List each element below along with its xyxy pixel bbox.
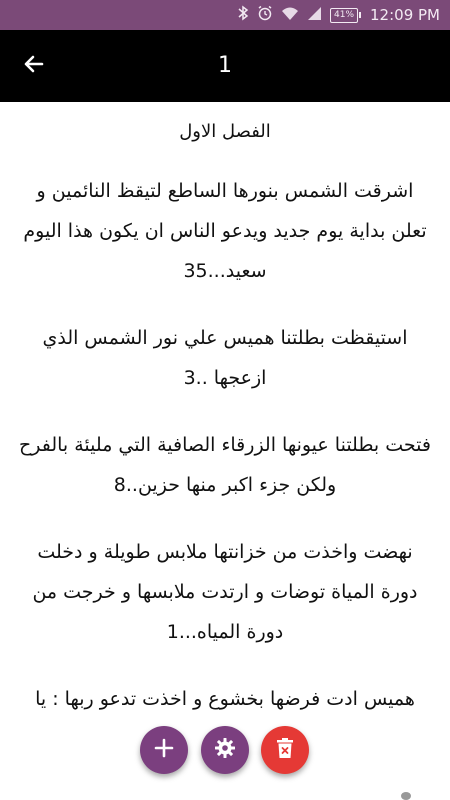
paragraph: هميس ادت فرضها بخشوع و اخذت تدعو ربها : يا [35, 688, 415, 710]
bluetooth-icon [237, 5, 249, 25]
signal-icon [307, 6, 322, 25]
settings-button[interactable] [201, 726, 249, 774]
page-title: 1 [218, 53, 232, 78]
gear-icon [213, 736, 237, 764]
trash-icon [275, 737, 295, 763]
add-button[interactable] [140, 726, 188, 774]
paragraph: فتحت بطلتنا عيونها الزرقاء الصافية التي مليئة بالفرح ولكن جزء اكبر منها حزين..8 [18, 434, 431, 496]
plus-icon [153, 737, 175, 763]
app-bar [0, 30, 450, 102]
alarm-icon [257, 5, 273, 25]
clock: 12:09 PM [370, 6, 440, 24]
status-icons [237, 0, 440, 30]
battery-percent: 41% [334, 10, 355, 20]
status-bar [0, 0, 450, 30]
scroll-indicator [401, 792, 411, 800]
delete-button[interactable] [261, 726, 309, 774]
paragraph: اشرقت الشمس بنورها الساطع لتيقظ النائمين و تعلن بداية يوم جديد ويدعو الناس ان يكون هذا اليوم سعيد...35 [23, 180, 427, 282]
paragraph: استيقظت بطلتنا هميس علي نور الشمس الذي ازعجها ..3 [42, 327, 408, 389]
chapter-title: الفصل الاول [179, 121, 271, 142]
wifi-icon [281, 6, 299, 25]
battery-icon [330, 8, 358, 23]
chapter-content[interactable] [0, 102, 450, 800]
paragraph: نهضت واخذت من خزانتها ملابس طويلة و دخلت دورة المياة توضات و ارتدت ملابسها و خرجت من دورة المياه...1 [32, 541, 418, 643]
